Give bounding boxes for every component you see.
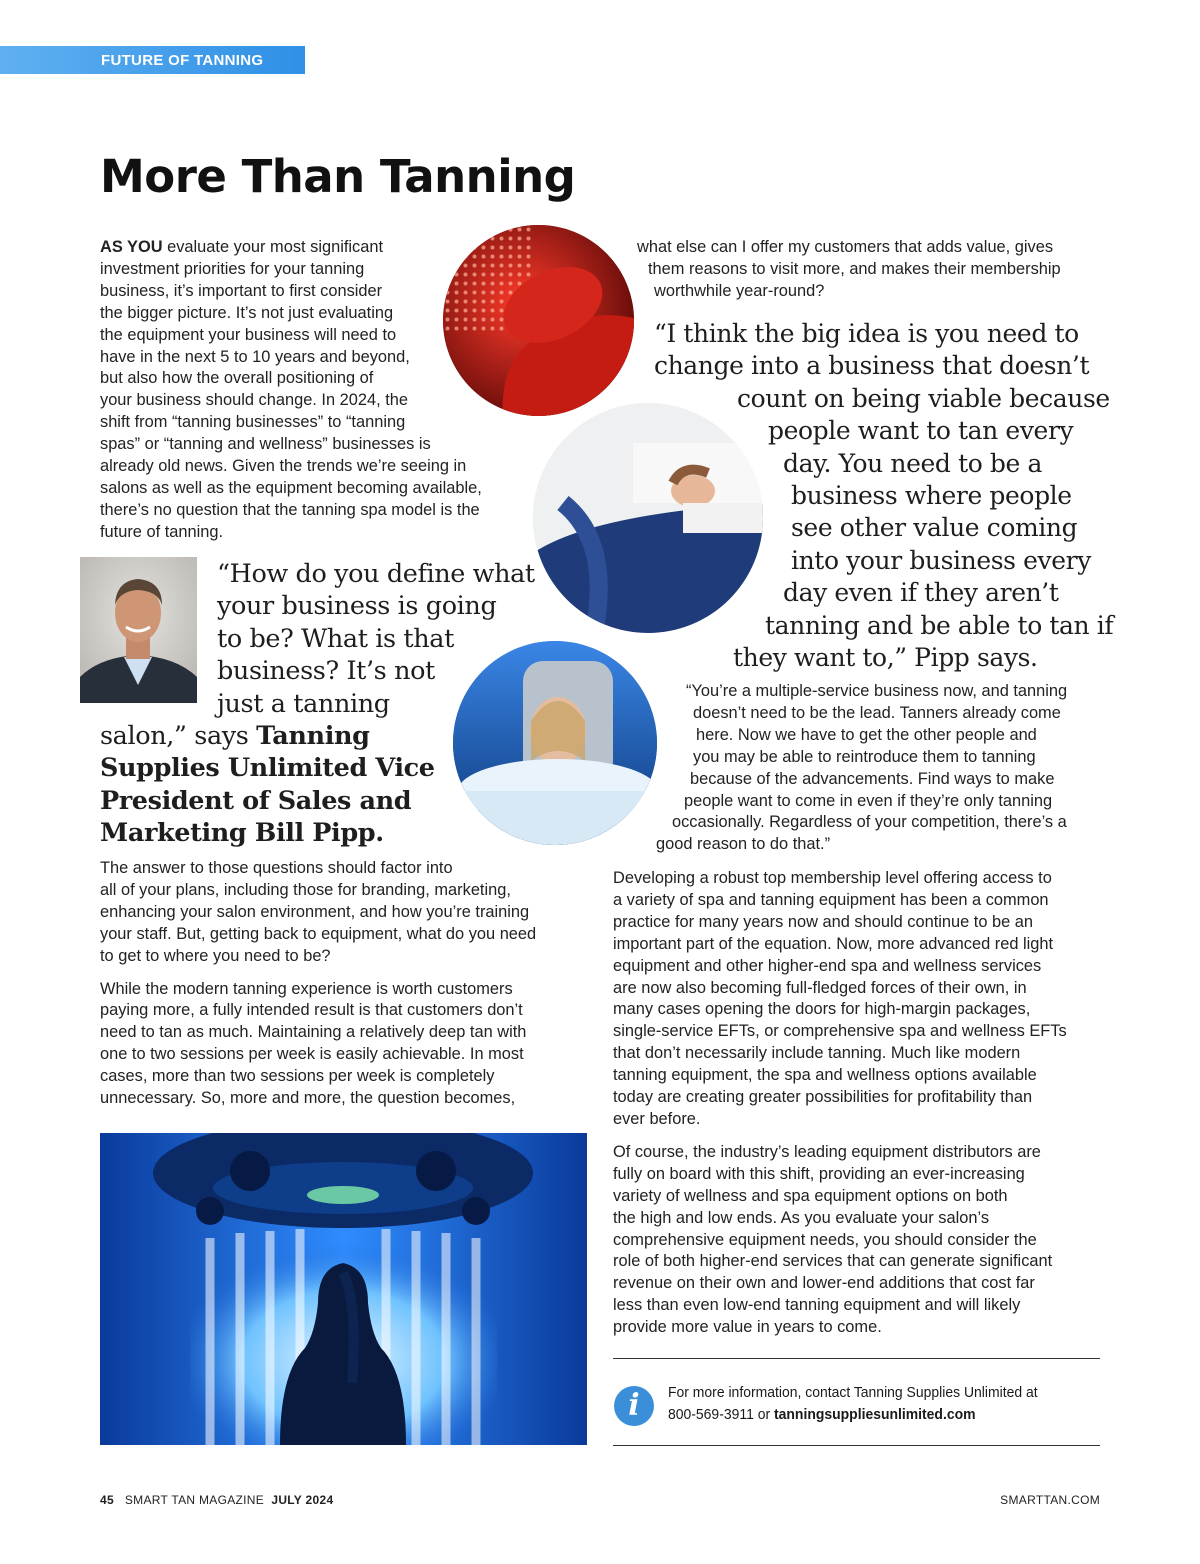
pull-quote-1: “How do you define what your business is going to be? What is that business? It’s not just a tanning	[217, 559, 535, 719]
body-paragraphs-right: Developing a robust top membership level offering access to a variety of spa and tanning equipment has been a common practice for many years now and should continue to be an important part of the equation. Now, more advanced red light equipment and other higher-end spa and wellness services are now also becoming full-fledged forces of their own, in many cases opening the doors for high-margin packages, single-service EFTs, or comprehensive spa and wellness EFTs that don’t necessarily include tanning. Much like modern tanning equipment, the spa and wellness options available today are creating greater possibilities for profitability than ever before. Of course, the industry’s leading equipment distributors are fully on board with this shift, providing an ever-increasing variety of wellness and spa equipment options on both the high and low ends. As you evaluate your salon’s comprehensive equipment needs, you should consider the role of both higher-end services that can generate significant revenue on their own and lower-end additions that cost far less than even low-end tanning equipment and will likely provide more value in years to come.	[613, 869, 1067, 1337]
cryo-chamber-photo	[450, 638, 660, 848]
red-light-therapy-photo	[440, 222, 637, 419]
info-box-text: For more information, contact Tanning Supplies Unlimited at 800-569-3911 or tanningsuppliesunlimited.com	[668, 1384, 1038, 1423]
info-icon: i	[614, 1386, 654, 1426]
section-tab	[0, 46, 305, 74]
page-number: 45	[100, 1493, 114, 1507]
intro-paragraph: AS YOU evaluate your most significant investment priorities for your tanning business, it’s important to first consider the bigger picture. It’s not just evaluating the equipment your business will need to have in the next 5 to 10 years and beyond, but also how the overall positioning of your business should change. In 2024, the shift from “tanning businesses” to “tanning spas” or “tanning and wellness” businesses is already old news. Given the trends we’re seeing in salons as well as the equipment becoming available, there’s no question that the tanning spa model is the future of tanning.	[100, 238, 482, 541]
headshot-photo	[80, 557, 197, 703]
pull-quote-2: “I think the big idea is you need to change into a business that doesn’t count on being viable because people want to tan every day. You need to be a business where people see other value coming into your business every day even if they aren’t tanning and be able to tan if they want to,” Pipp says.	[654, 319, 1114, 673]
info-box-bottom-rule	[613, 1445, 1100, 1446]
section-label: FUTURE OF TANNING	[101, 52, 264, 69]
info-box-top-rule	[613, 1358, 1100, 1359]
website-link[interactable]: tanningsuppliesunlimited.com	[774, 1406, 976, 1423]
quote-paragraph: “You’re a multiple-service business now, and tanning doesn’t need to be the lead. Tanners already come here. Now we have to get the other people and you may be able to reintroduce them to tanning because of the advancements. Find ways to make people want to come in even if they’re only tanning occasionally. Regardless of your competition, there’s a good reason to do that.”	[656, 682, 1068, 854]
tanning-booth-photo	[100, 1133, 587, 1445]
footer-left	[100, 1493, 333, 1507]
footer-website: SMARTTAN.COM	[1000, 1493, 1100, 1507]
page-title: More Than Tanning	[100, 150, 576, 203]
magazine-name: SMART TAN MAGAZINE	[124, 1493, 265, 1507]
body-continued-right: what else can I offer my customers that adds value, gives them reasons to visit more, and makes their membership worthwhile year-round?	[637, 238, 1061, 300]
lead-in: AS YOU	[100, 238, 163, 256]
pull-quote-1-attribution: salon,” says Tanning Supplies Unlimited Vice President of Sales and Marketing Bill Pipp.	[100, 721, 435, 849]
issue-date: JULY 2024	[271, 1493, 334, 1507]
body-paragraphs-left: The answer to those questions should factor into all of your plans, including those for branding, marketing, enhancing your salon environment, and how you’re training your staff. But, getting back to equipment, what do you need to get to where you need to be? While the modern tanning experience is worth customers paying more, a fully intended result is that customers don’t need to tan as much. Maintaining a relatively deep tan with one to two sessions per week is easily achievable. In most cases, more than two sessions per week is completely unnecessary. So, more and more, the question becomes,	[100, 859, 537, 1108]
